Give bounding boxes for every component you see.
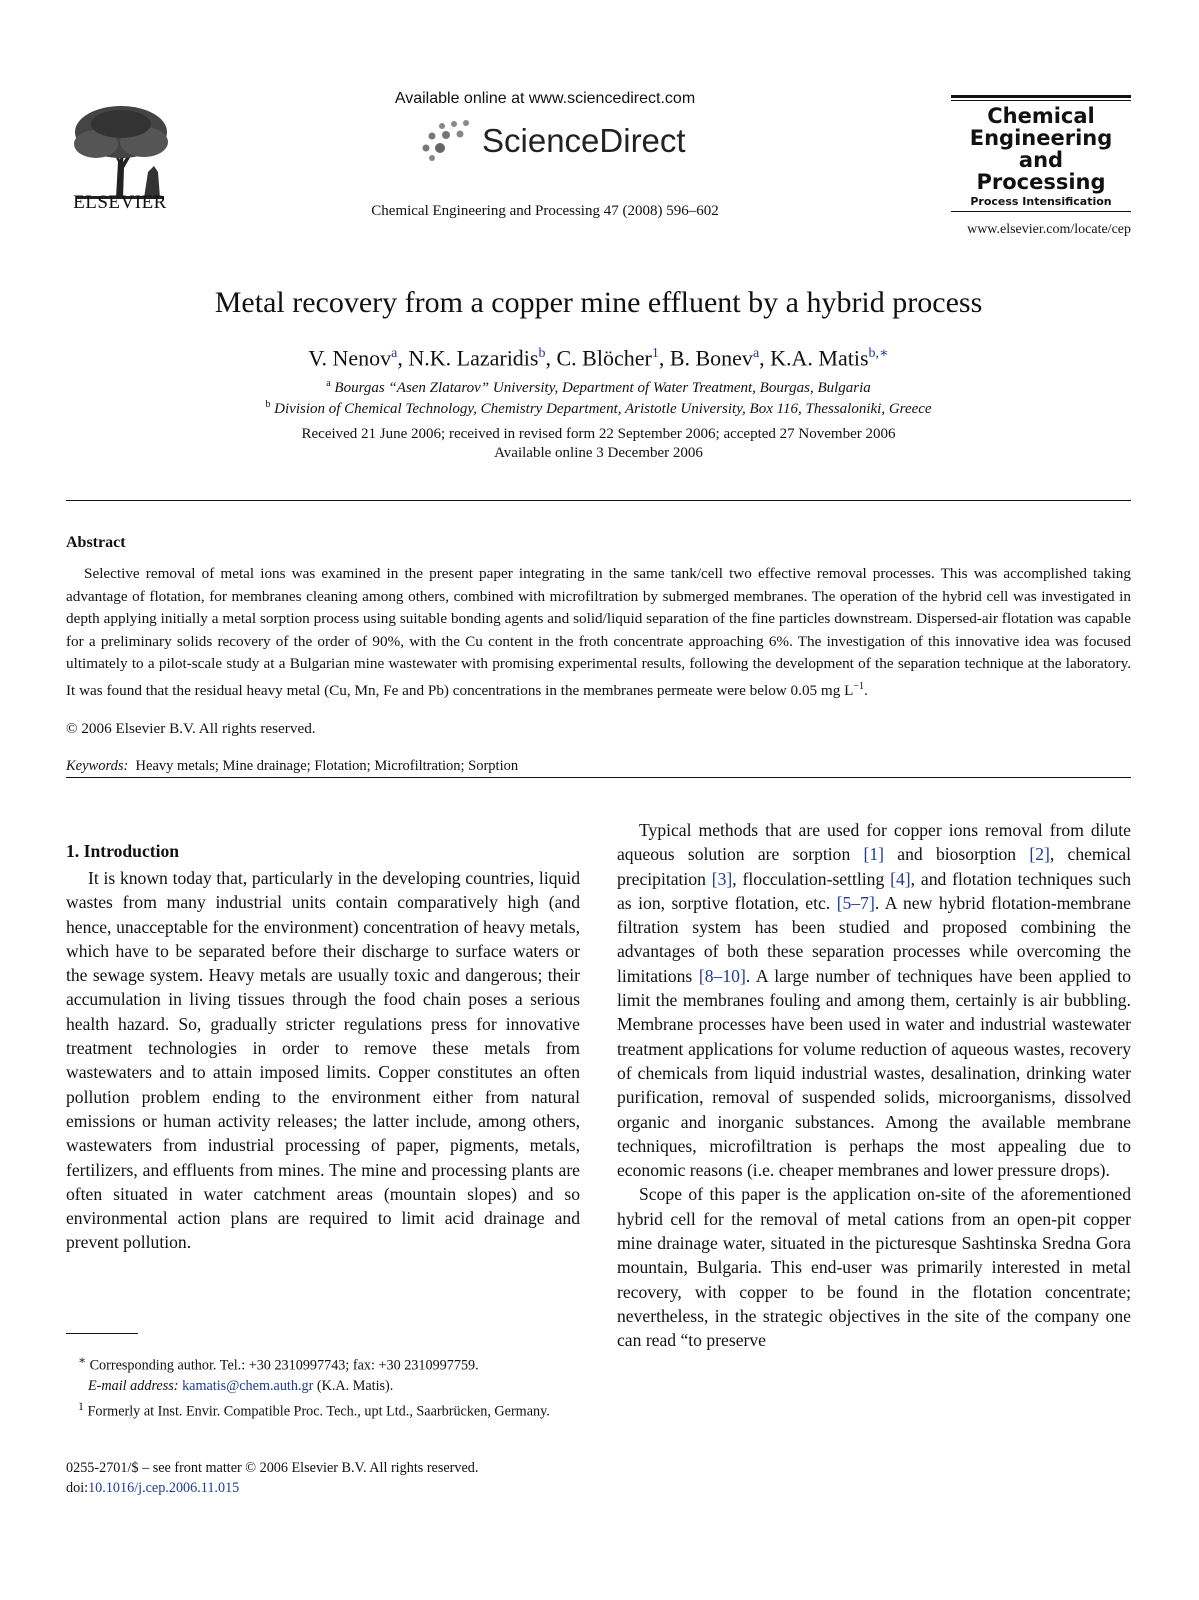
citation-link[interactable]: [1] <box>863 844 885 865</box>
abstract-heading: Abstract <box>66 534 126 551</box>
intro-paragraph-1: It is known today that, particularly in the developing countries, liquid wastes from many industrial units contain comparatively high (and hence, unacceptable for the environment) concentration of heavy metals, which have to be separated before their discharge to surface waters or the sewage system. Heavy metals are usually toxic and dangerous; their accumulation in living tissues through the food chain poses a serious health hazard. So, gradually stricter regulations press for innovative treatment technologies in order to remove these metals from wastewaters and to attain imposed limits. Copper constitutes an often pollution problem ending to the environment either from natural emissions or human activity releases; the latter include, among others, wastewaters from industrial processing of paper, pigments, metals, fertilizers, and effluents from mines. The mine and processing plants are often situated in water catchment areas (mountain slopes) and so environmental action plans are required to limit acid drainage and prevent pollution. <box>66 868 580 1253</box>
front-matter: 0255-2701/$ – see front matter © 2006 Elsevier B.V. All rights reserved. doi:10.1016/j.cep.2006.11.015 <box>66 1460 479 1496</box>
citation-link[interactable]: [2] <box>1029 844 1050 865</box>
journal-logo-title: Chemical Engineering and Processing <box>969 104 1113 194</box>
citation-link[interactable]: [8–10] <box>698 965 746 986</box>
author-name: K.A. Matis <box>770 345 869 371</box>
author-name: C. Blöcher <box>556 345 652 371</box>
intro-paragraph-3: Scope of this paper is the application on-site of the aforementioned hybrid cell for the removal of metal cations from an open-pit copper mine drainage water, situated in the picturesque Sashtinska Sredna Gora mountain, Bulgaria. This end-user was primarily interested in metal recovery, with copper to be found in the flotation concentrate; nevertheless, in the strategic objectives in the site of the company one can read “to preserve <box>617 1184 1131 1351</box>
intro-paragraph-2: Typical methods that are used for copper ions removal from dilute aqueous solution are sorption [1] and biosorption [2], chemical precipitation [3], flocculation-settling [4], and flotation techniques such as ion, sorptive flotation, etc. [5–7]. A new hybrid flotation-membrane filtration system has been studied and proposed combining the advantages of both these separation processes while overcoming the limitations [8–10]. A large number of techniques have been applied to limit the membranes fouling and among them, certainly is air bubbling. Membrane processes have been used in water and industrial wastewater treatment applications for volume reduction of aqueous wastes, recovery of chemicals from liquid industrial wastes, desalination, drinking water purification, removal of suspended solids, microorganisms, dissolved organic and inorganic substances. Among the available membrane techniques, microfiltration is perhaps the most appealing due to economic reasons (i.e. cheaper membranes and lower pressure drops). <box>617 820 1132 1181</box>
citation-link[interactable]: [5–7] <box>836 892 875 913</box>
author-name: N.K. Lazaridis <box>408 345 539 371</box>
author-sup: a <box>752 346 760 361</box>
affiliation-a: $^a$ Bourgas “Asen Zlatarov” University, Department of Water Treatment, Bourgas, Bulgaria <box>326 378 871 396</box>
journal-url[interactable]: www.elsevier.com/locate/cep <box>967 222 1131 237</box>
author-name: V. Nenov <box>308 345 392 371</box>
right-column <box>617 818 1131 1353</box>
publisher-name: ELSEVIER <box>73 192 167 213</box>
available-online-date: Available online 3 December 2006 <box>494 445 703 461</box>
author-sup: b,∗ <box>868 346 889 361</box>
journal-reference: Chemical Engineering and Processing 47 (2008) 596–602 <box>371 203 719 219</box>
journal-logo-subtitle: Process Intensification <box>970 195 1112 208</box>
email-link[interactable]: kamatis@chem.auth.gr <box>182 1377 314 1394</box>
divider <box>66 500 1131 501</box>
abstract-text: Selective removal of metal ions was examined in the present paper integrating in the same tank/cell two effective removal processes. This was accomplished taking advantage of flotation, for membranes cleaning among others, combined with microfiltration by submerged membranes. The operation of the hybrid cell was investigated in depth applying initially a metal sorption process using suitable bonding agents and solid/liquid separation of the fine particles downstream. Dispersed-air flotation was capable for a preliminary solids recovery of the order of 90%, with the Cu content in the froth concentrate approaching 6%. The investigation of this innovative idea was focused ultimately to a pilot-scale study at a Bulgarian mine wastewater with promising experimental results, following the development of the separation technique at the laboratory. It was found that the residual heavy metal (Cu, Mn, Fe and Pb) concentrations in the membranes permeate were below 0.05 mg $L^{-1}$. <box>66 565 1131 699</box>
received-dates: Received 21 June 2006; received in revised form 22 September 2006; accepted 27 November 2006 <box>301 426 896 442</box>
available-online-text: Available online at www.sciencedirect.com <box>394 90 696 107</box>
citation-link[interactable]: [3] <box>711 868 733 889</box>
affiliation-b: $^b$ Division of Chemical Technology, Chemistry Department, Aristotle University, Box 116, Thessaloniki, Greece <box>265 399 932 417</box>
sciencedirect-dots-icon <box>420 118 482 164</box>
section-heading-introduction: 1. Introduction <box>66 841 180 861</box>
article-title: Metal recovery from a copper mine effluent by a hybrid process <box>214 286 983 319</box>
author-sup: 1 <box>651 346 659 361</box>
author-list: V. Nenov$^a$, N.K. Lazaridis$^b$, C. Blöcher$^1$, B. Bonev$^a$, K.A. Matis$^{b,∗}$ <box>308 345 889 371</box>
journal-logo <box>951 95 1131 212</box>
author-sup: b <box>538 346 546 361</box>
citation-link[interactable]: [4] <box>890 868 911 889</box>
author-sup: a <box>391 346 398 361</box>
keywords: Keywords: Heavy metals; Mine drainage; Flotation; Microfiltration; Sorption <box>66 758 519 774</box>
divider <box>66 777 1131 778</box>
footnote-rule <box>66 1333 138 1334</box>
footnotes: ∗ Corresponding author. Tel.: +30 2310997743; fax: +30 2310997759. E-mail address: kamatis@chem.auth.gr (K.A. Matis). $^1$ Formerly at Inst. Envir. Compatible Proc. Tech., upt Ltd., Saarbrücken, Germany. <box>78 1353 550 1420</box>
sciencedirect-wordmark: ScienceDirect <box>482 122 686 159</box>
doi-link[interactable]: 10.1016/j.cep.2006.11.015 <box>88 1480 240 1496</box>
sciencedirect-logo <box>420 118 700 168</box>
abstract-copyright: © 2006 Elsevier B.V. All rights reserved. <box>66 720 316 737</box>
author-name: B. Bonev <box>669 345 753 371</box>
